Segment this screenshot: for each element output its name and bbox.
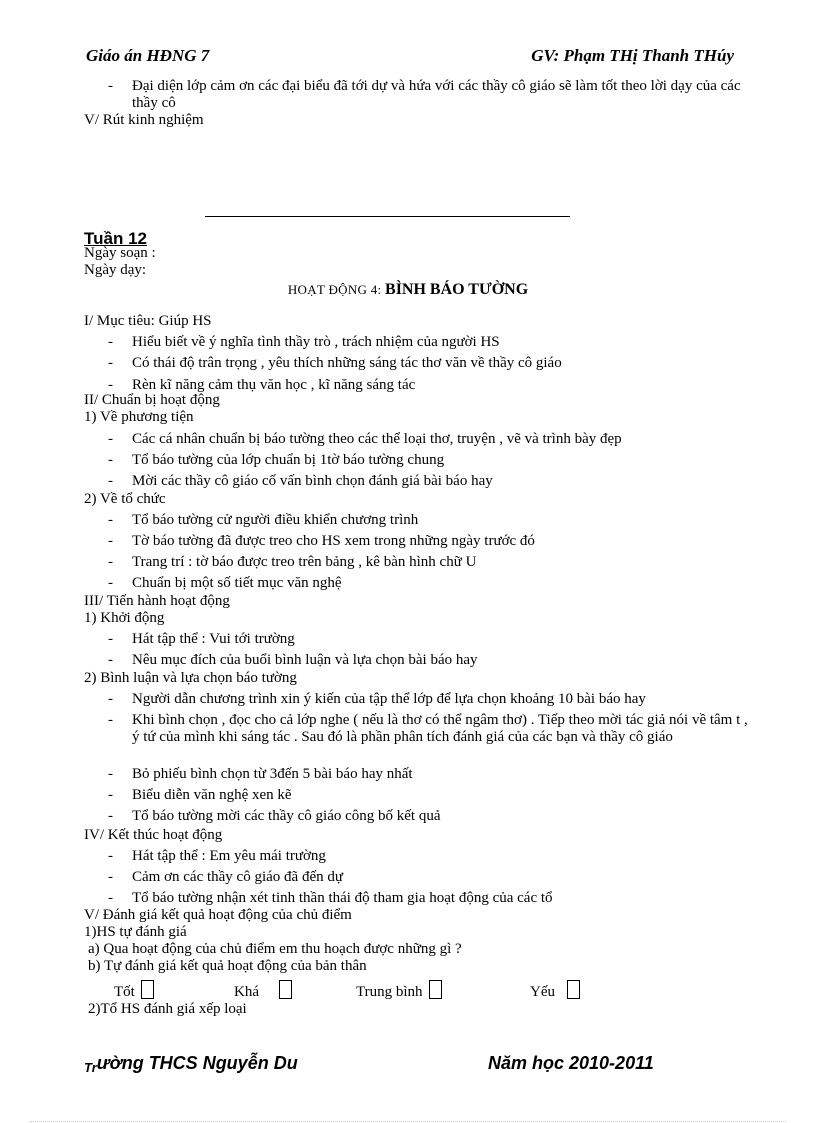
bullet-dash: - <box>108 808 113 824</box>
rating-option <box>530 980 580 1001</box>
divider <box>30 1121 786 1122</box>
checkbox[interactable] <box>429 980 442 999</box>
question-a: a) Qua hoạt động của chủ điểm em thu hoạch được những gì ? <box>88 941 462 957</box>
list-item-text: Tổ báo tường nhận xét tinh thần thái độ tham gia hoạt động của các tổ <box>132 890 553 906</box>
checkbox[interactable] <box>567 980 580 999</box>
list-item <box>108 869 754 886</box>
list-item-text: Tờ báo tường đã được treo cho HS xem trong những ngày trước đó <box>132 533 535 549</box>
list-item-text: Mời các thầy cô giáo cố vấn bình chọn đánh giá bài báo hay <box>132 473 493 489</box>
bullet-dash: - <box>108 355 113 371</box>
subsection-heading: 2) Về tổ chức <box>84 491 166 507</box>
bullet-dash: - <box>108 652 113 668</box>
section-heading: II/ Chuẩn bị hoạt động <box>84 392 220 408</box>
bullet-dash: - <box>108 452 113 468</box>
list-item-text: Khi bình chọn , đọc cho cả lớp nghe ( nếu là thơ có thể ngâm thơ) . Tiếp theo mời tác giả nói về tâm t , ý tứ của mình khi sáng tác . Sau đó là phần phân tích đánh giá của các bạn và thầy cô giáo <box>132 712 748 745</box>
bullet-dash: - <box>108 691 113 707</box>
list-item-text: Đại diện lớp cảm ơn các đại biểu đã tới dự và hứa với các thầy cô giáo sẽ làm tốt theo lời dạy của các thầy cô <box>132 78 741 111</box>
list-item <box>108 473 754 490</box>
list-item-text: Tổ báo tường của lớp chuẩn bị 1tờ báo tường chung <box>132 452 445 468</box>
bullet-dash: - <box>108 631 113 647</box>
footer-school <box>84 1053 298 1075</box>
divider <box>205 216 570 217</box>
week-label: Tuần 12 <box>84 229 147 248</box>
list-item <box>108 890 754 907</box>
list-item <box>108 787 754 804</box>
list-item-text: Bỏ phiếu bình chọn từ 3đến 5 bài báo hay nhất <box>132 766 413 782</box>
header-left: Giáo án HĐNG 7 <box>86 46 210 65</box>
list-item-text: Hát tập thể : Vui tới trường <box>132 631 295 647</box>
bullet-dash: - <box>108 334 113 350</box>
list-item <box>108 766 754 783</box>
list-item-text: Người dẫn chương trình xin ý kiến của tập thể lớp để lựa chọn khoảng 10 bài báo hay <box>132 691 646 707</box>
list-item-text: Nêu mục đích của buổi bình luận và lựa chọn bài báo hay <box>132 652 478 668</box>
list-item-text: Tổ báo tường mời các thầy cô giáo công bố kết quả <box>132 808 441 824</box>
list-item <box>108 631 754 648</box>
list-item <box>108 78 752 112</box>
rating-label: Khá <box>234 984 259 1000</box>
subsection-heading: 1) Về phương tiện <box>84 409 194 425</box>
bullet-dash: - <box>108 575 113 591</box>
list-item-text: Biểu diễn văn nghệ xen kẽ <box>132 787 292 803</box>
list-item-text: Các cá nhân chuẩn bị báo tường theo các thể loại thơ, truyện , vẽ và trình bày đẹp <box>132 431 622 447</box>
section-heading: V/ Rút kinh nghiệm <box>84 112 204 128</box>
list-item-text: Chuẩn bị một số tiết mục văn nghệ <box>132 575 342 591</box>
list-item <box>108 554 754 571</box>
header-right: GV: Phạm THị Thanh THúy <box>531 46 734 65</box>
bullet-dash: - <box>108 554 113 570</box>
list-item <box>108 808 754 825</box>
list-item <box>108 355 754 372</box>
list-item <box>108 652 754 669</box>
footer-school-prefix: Tr <box>84 1060 97 1075</box>
list-item <box>108 712 754 746</box>
bullet-dash: - <box>108 712 113 728</box>
teach-date: Ngày dạy: <box>84 262 147 278</box>
bullet-dash: - <box>108 377 113 393</box>
section-heading: V/ Đánh giá kết quả hoạt động của chủ điểm <box>84 907 352 923</box>
title-prefix: HOẠT ĐỘNG 4: <box>287 282 386 297</box>
title-main: BÌNH BÁO TƯỜNG <box>385 281 529 298</box>
bullet-dash: - <box>108 848 113 864</box>
prep-date: Ngày soạn : <box>84 245 156 261</box>
list-item <box>108 691 754 708</box>
footer-school-name: ường THCS Nguyễn Du <box>96 1053 298 1073</box>
subsection-heading: 2)Tổ HS đánh giá xếp loại <box>88 1001 247 1017</box>
bullet-dash: - <box>108 766 113 782</box>
list-item <box>108 431 754 448</box>
rating-option <box>356 980 442 1001</box>
list-item-text: Hát tập thể : Em yêu mái trường <box>132 848 326 864</box>
list-item-text: Có thái độ trân trọng , yêu thích những sáng tác thơ văn về thầy cô giáo <box>132 355 562 371</box>
rating-option <box>234 980 292 1001</box>
bullet-dash: - <box>108 890 113 906</box>
checkbox[interactable] <box>279 980 292 999</box>
list-item <box>108 334 754 351</box>
list-item <box>108 533 754 550</box>
bullet-dash: - <box>108 869 113 885</box>
section-heading: I/ Mục tiêu: Giúp HS <box>84 313 212 329</box>
list-item-text: Tổ báo tường cử người điều khiển chương trình <box>132 512 419 528</box>
rating-label: Tốt <box>114 984 135 1000</box>
footer-year: Năm học 2010-2011 <box>488 1053 654 1073</box>
list-item-text: Hiểu biết về ý nghĩa tình thầy trò , trách nhiệm của người HS <box>132 334 500 350</box>
section-heading: IV/ Kết thúc hoạt động <box>84 827 223 843</box>
list-item-text: Cảm ơn các thầy cô giáo đã đến dự <box>132 869 343 885</box>
bullet-dash: - <box>108 787 113 803</box>
subsection-heading: 1) Khởi động <box>84 610 165 626</box>
list-item-text: Trang trí : tờ báo được treo trên bảng , kê bàn hình chữ U <box>132 554 477 570</box>
bullet-dash: - <box>108 78 113 94</box>
bullet-dash: - <box>108 533 113 549</box>
list-item-text: Rèn kĩ năng cảm thụ văn học , kĩ năng sáng tác <box>132 377 416 393</box>
rating-label: Yếu <box>530 984 555 1000</box>
bullet-dash: - <box>108 431 113 447</box>
bullet-dash: - <box>108 512 113 528</box>
subsection-heading: 2) Bình luận và lựa chọn báo tường <box>84 670 297 686</box>
rating-label: Trung bình <box>356 984 423 1000</box>
list-item <box>108 512 754 529</box>
question-b: b) Tự đánh giá kết quả hoạt động của bản thân <box>88 958 367 974</box>
checkbox[interactable] <box>141 980 154 999</box>
list-item <box>108 848 754 865</box>
subsection-heading: 1)HS tự đánh giá <box>84 924 187 940</box>
list-item <box>108 377 754 394</box>
rating-option <box>114 980 154 1001</box>
bullet-dash: - <box>108 473 113 489</box>
list-item <box>108 452 754 469</box>
list-item <box>108 575 754 592</box>
page-title <box>0 281 816 299</box>
section-heading: III/ Tiến hành hoạt động <box>84 593 230 609</box>
